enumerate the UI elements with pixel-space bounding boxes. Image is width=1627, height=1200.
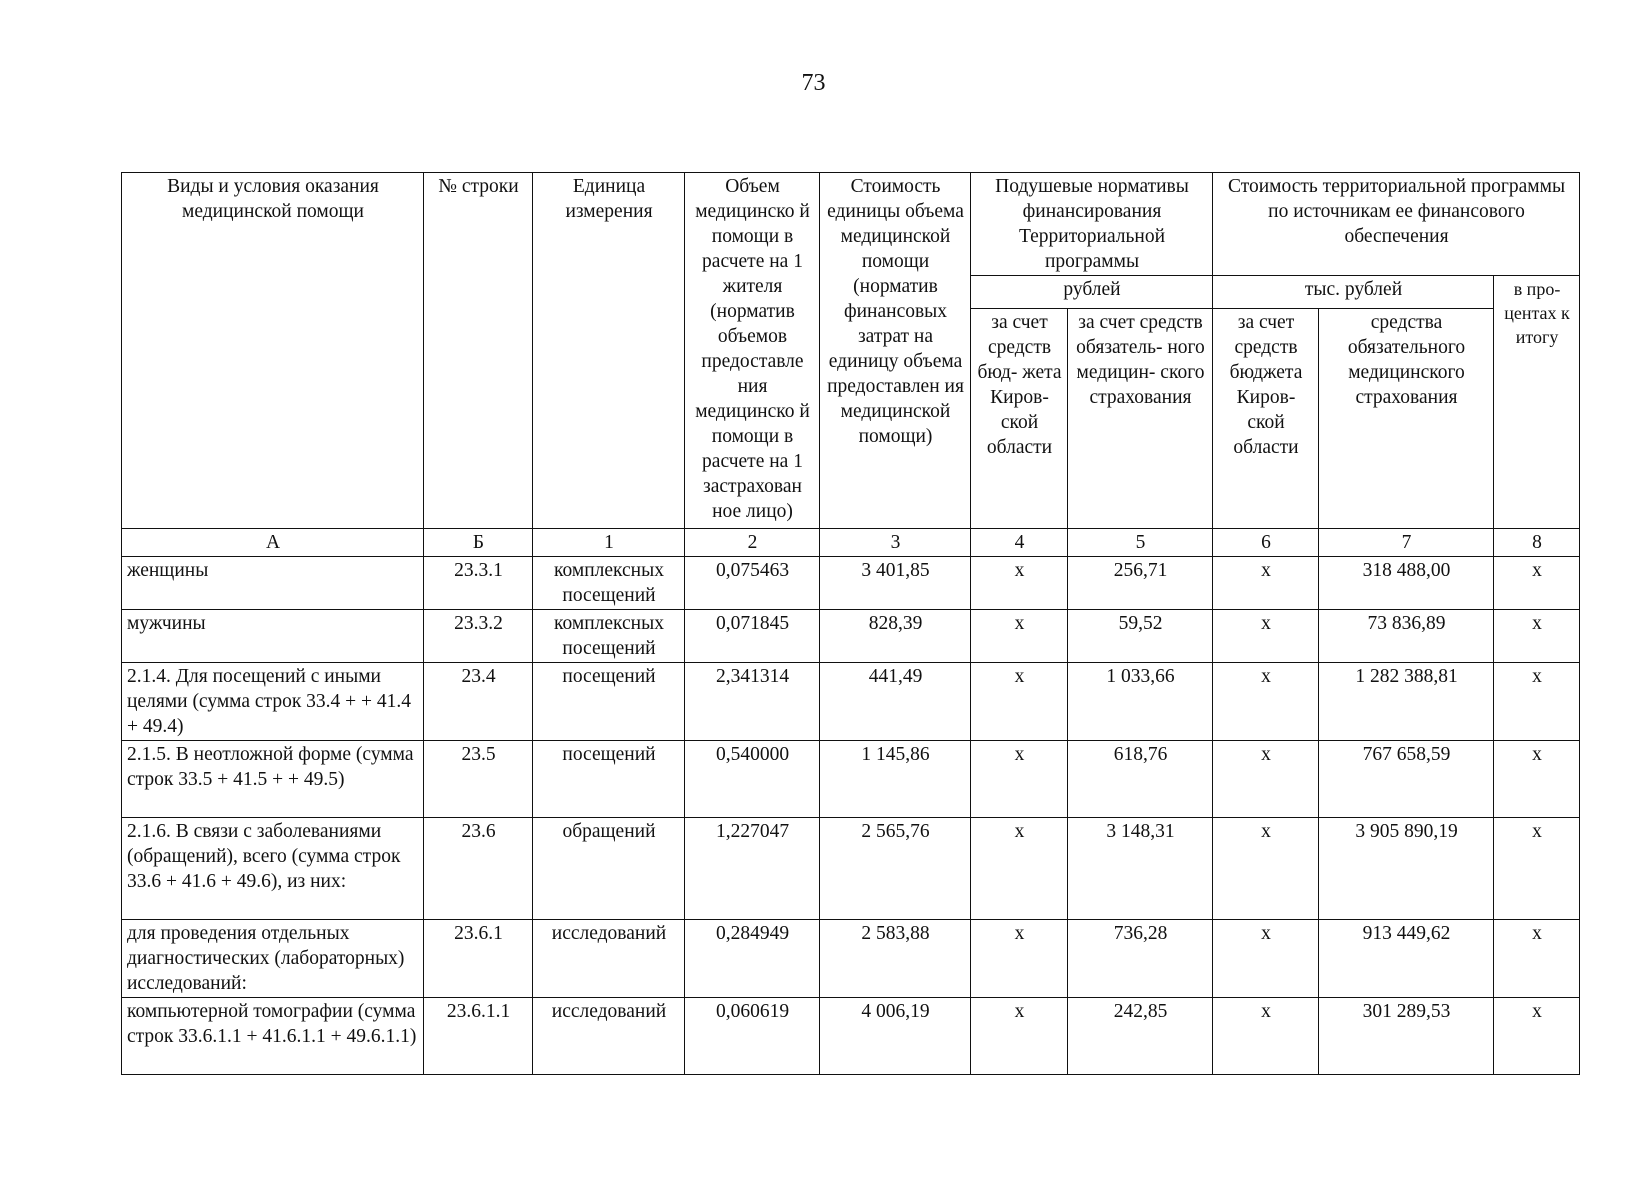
- table-row: [122, 610, 1580, 663]
- row-unit: исследований: [533, 998, 685, 1075]
- row-col-4: х: [971, 557, 1068, 610]
- row-col-4: х: [971, 663, 1068, 741]
- row-col-5: 3 148,31: [1068, 818, 1213, 920]
- header-line-number: № строки: [424, 173, 533, 529]
- row-col-7: 318 488,00: [1319, 557, 1494, 610]
- row-unit: обращений: [533, 818, 685, 920]
- row-line: 23.3.1: [424, 557, 533, 610]
- row-name: мужчины: [122, 610, 424, 663]
- row-col-4: х: [971, 998, 1068, 1075]
- row-line: 23.3.2: [424, 610, 533, 663]
- table-row: [122, 818, 1580, 920]
- row-col-8: х: [1494, 663, 1580, 741]
- row-col-4: х: [971, 610, 1068, 663]
- row-line: 23.5: [424, 741, 533, 818]
- row-col-7: 767 658,59: [1319, 741, 1494, 818]
- index-cell: 6: [1213, 529, 1319, 557]
- header-col-6: за счет средств бюджета Киров- ской области: [1213, 309, 1319, 529]
- index-cell: Б: [424, 529, 533, 557]
- header-unit: Единица измерения: [533, 173, 685, 529]
- row-unit: комплексных посещений: [533, 557, 685, 610]
- header-unit-rubles: рублей: [971, 276, 1213, 309]
- index-cell: 1: [533, 529, 685, 557]
- row-cost: 4 006,19: [820, 998, 971, 1075]
- row-col-6: х: [1213, 663, 1319, 741]
- row-col-8: х: [1494, 998, 1580, 1075]
- row-line: 23.4: [424, 663, 533, 741]
- index-cell: 8: [1494, 529, 1580, 557]
- header-group-per-capita: Подушевые нормативы финансирования Территориальной программы: [971, 173, 1213, 276]
- row-line: 23.6.1: [424, 920, 533, 998]
- index-cell: А: [122, 529, 424, 557]
- row-col-6: х: [1213, 557, 1319, 610]
- row-name: для проведения отдельных диагностических (лабораторных) исследований:: [122, 920, 424, 998]
- row-col-5: 242,85: [1068, 998, 1213, 1075]
- row-col-5: 256,71: [1068, 557, 1213, 610]
- row-col-6: х: [1213, 920, 1319, 998]
- index-cell: 5: [1068, 529, 1213, 557]
- header-group-program-cost: Стоимость территориальной программы по источникам ее финансового обеспечения: [1213, 173, 1580, 276]
- medical-care-table: [121, 172, 1580, 1075]
- page-number: 73: [801, 70, 826, 96]
- row-col-6: х: [1213, 998, 1319, 1075]
- row-volume: 0,060619: [685, 998, 820, 1075]
- row-col-7: 913 449,62: [1319, 920, 1494, 998]
- row-unit: комплексных посещений: [533, 610, 685, 663]
- row-cost: 2 583,88: [820, 920, 971, 998]
- row-col-4: х: [971, 818, 1068, 920]
- header-volume: Объем медицинско й помощи в расчете на 1 жителя (норматив объемов предоставле ния медицинско й помощи в расчете на 1 застрахован ное лицо): [685, 173, 820, 529]
- row-col-7: 1 282 388,81: [1319, 663, 1494, 741]
- row-unit: исследований: [533, 920, 685, 998]
- header-col-5: за счет средств обязатель- ного медицин- ского страхования: [1068, 309, 1213, 529]
- table-row: [122, 741, 1580, 818]
- row-col-6: х: [1213, 741, 1319, 818]
- row-volume: 1,227047: [685, 818, 820, 920]
- row-col-8: х: [1494, 920, 1580, 998]
- table-row: [122, 557, 1580, 610]
- table-row: [122, 920, 1580, 998]
- row-name: 2.1.5. В неотложной форме (сумма строк 33.5 + 41.5 + + 49.5): [122, 741, 424, 818]
- table-row: [122, 998, 1580, 1075]
- row-col-8: х: [1494, 741, 1580, 818]
- row-line: 23.6.1.1: [424, 998, 533, 1075]
- row-cost: 828,39: [820, 610, 971, 663]
- row-unit: посещений: [533, 741, 685, 818]
- row-col-8: х: [1494, 610, 1580, 663]
- row-cost: 441,49: [820, 663, 971, 741]
- row-col-7: 73 836,89: [1319, 610, 1494, 663]
- row-col-8: х: [1494, 818, 1580, 920]
- header-col-7: средства обязательного медицинского страхования: [1319, 309, 1494, 529]
- row-cost: 3 401,85: [820, 557, 971, 610]
- row-unit: посещений: [533, 663, 685, 741]
- row-col-7: 3 905 890,19: [1319, 818, 1494, 920]
- row-col-8: х: [1494, 557, 1580, 610]
- row-col-6: х: [1213, 818, 1319, 920]
- row-col-5: 736,28: [1068, 920, 1213, 998]
- index-cell: 7: [1319, 529, 1494, 557]
- row-name: компьютерной томографии (сумма строк 33.6.1.1 + 41.6.1.1 + 49.6.1.1): [122, 998, 424, 1075]
- row-col-4: х: [971, 920, 1068, 998]
- index-cell: 2: [685, 529, 820, 557]
- row-name: 2.1.4. Для посещений с иными целями (сумма строк 33.4 + + 41.4 + 49.4): [122, 663, 424, 741]
- header-col-4: за счет средств бюд- жета Киров- ской области: [971, 309, 1068, 529]
- index-cell: 3: [820, 529, 971, 557]
- row-col-5: 1 033,66: [1068, 663, 1213, 741]
- header-kinds-conditions: Виды и условия оказания медицинской помощи: [122, 173, 424, 529]
- row-col-5: 618,76: [1068, 741, 1213, 818]
- header-unit-thousand-rubles: тыс. рублей: [1213, 276, 1494, 309]
- column-index-row: [122, 529, 1580, 557]
- row-col-7: 301 289,53: [1319, 998, 1494, 1075]
- row-line: 23.6: [424, 818, 533, 920]
- row-name: женщины: [122, 557, 424, 610]
- row-volume: 0,284949: [685, 920, 820, 998]
- row-volume: 0,540000: [685, 741, 820, 818]
- row-volume: 0,075463: [685, 557, 820, 610]
- row-col-5: 59,52: [1068, 610, 1213, 663]
- row-col-6: х: [1213, 610, 1319, 663]
- row-volume: 0,071845: [685, 610, 820, 663]
- row-cost: 1 145,86: [820, 741, 971, 818]
- row-name: 2.1.6. В связи с заболеваниями (обращений), всего (сумма строк 33.6 + 41.6 + 49.6), из них:: [122, 818, 424, 920]
- table-row: [122, 663, 1580, 741]
- index-cell: 4: [971, 529, 1068, 557]
- header-unit-cost: Стоимость единицы объема медицинской помощи (норматив финансовых затрат на единицу объема предоставлен ия медицинской помощи): [820, 173, 971, 529]
- row-volume: 2,341314: [685, 663, 820, 741]
- row-cost: 2 565,76: [820, 818, 971, 920]
- row-col-4: х: [971, 741, 1068, 818]
- header-percent-of-total: в про- центах к итогу: [1494, 276, 1580, 529]
